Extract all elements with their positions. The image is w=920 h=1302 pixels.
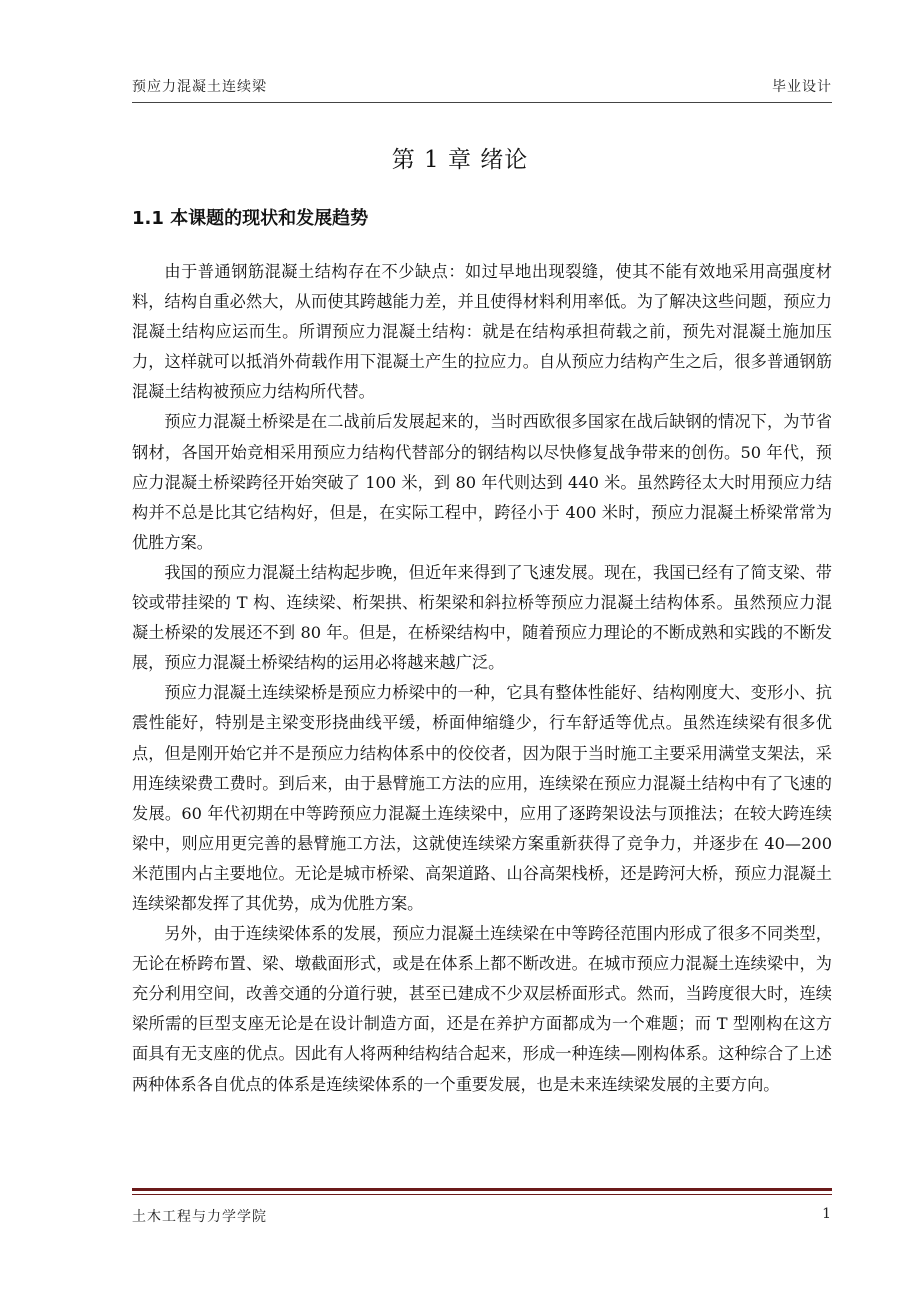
footer-divider-thin <box>132 1194 832 1195</box>
paragraph: 由于普通钢筋混凝土结构存在不少缺点：如过早地出现裂缝，使其不能有效地采用高强度材料，结构自重必然大，从而使其跨越能力差，并且使得材料利用率低。为了解决这些问题，预应力混凝土结构应运而生。所谓预应力混凝土结构：就是在结构承担荷载之前，预先对混凝土施加压力，这样就可以抵消外荷载作用下混凝土产生的拉应力。自从预应力结构产生之后，很多普通钢筋混凝土结构被预应力结构所代替。 <box>132 262 832 402</box>
header-document-title: 预应力混凝土连续梁 <box>132 79 267 95</box>
body-text <box>132 257 832 1100</box>
paragraph: 预应力混凝土连续梁桥是预应力桥梁中的一种，它具有整体性能好、结构刚度大、变形小、抗震性能好，特别是主梁变形挠曲线平缓，桥面伸缩缝少，行车舒适等优点。虽然连续梁有很多优点，但是刚开始它并不是预应力结构体系中的佼佼者，因为限于当时施工主要采用满堂支架法，采用连续梁费工费时。到后来，由于悬臂施工方法的应用，连续梁在预应力混凝土结构中有了飞速的发展。60 年代初期在中等跨预应力混凝土连续梁中，应用了逐跨架设法与顶推法；在较大跨连续梁中，则应用更完善的悬臂施工方法，这就使连续梁方案重新获得了竞争力，并逐步在 40—200 米范围内占主要地位。无论是城市桥梁、高架道路、山谷高架栈桥，还是跨河大桥，预应力混凝土连续梁都发挥了其优势，成为优胜方案。 <box>132 683 832 913</box>
header-divider <box>132 102 832 103</box>
chapter-title: 第 1 章 绪论 <box>391 147 529 173</box>
paragraph: 我国的预应力混凝土结构起步晚，但近年来得到了飞速发展。现在，我国已经有了简支梁、带铰或带挂梁的 T 构、连续梁、桁架拱、桁架梁和斜拉桥等预应力混凝土结构体系。虽然预应力混凝土桥梁的发展还不到 80 年。但是，在桥梁结构中，随着预应力理论的不断成熟和实践的不断发展，预应力混凝土桥梁结构的运用必将越来越广泛。 <box>132 562 832 673</box>
header-document-type: 毕业设计 <box>772 79 832 95</box>
paragraph: 预应力混凝土桥梁是在二战前后发展起来的，当时西欧很多国家在战后缺钢的情况下，为节省钢材，各国开始竞相采用预应力结构代替部分的钢结构以尽快修复战争带来的创伤。50 年代，预应力混凝土桥梁跨径开始突破了 100 米，到 80 年代则达到 440 米。虽然跨径太大时用预应力结构并不总是比其它结构好，但是，在实际工程中，跨径小于 400 米时，预应力混凝土桥梁常常为优胜方案。 <box>132 412 832 552</box>
section-title: 1.1 本课题的现状和发展趋势 <box>132 208 369 229</box>
footer-school-name: 土木工程与力学学院 <box>132 1209 267 1225</box>
page-number: 1 <box>822 1206 832 1222</box>
paragraph: 另外，由于连续梁体系的发展，预应力混凝土连续梁在中等跨径范围内形成了很多不同类型，无论在桥跨布置、梁、墩截面形式，或是在体系上都不断改进。在城市预应力混凝土连续梁中，为充分利用空间，改善交通的分道行驶，甚至已建成不少双层桥面形式。然而，当跨度很大时，连续梁所需的巨型支座无论是在设计制造方面，还是在养护方面都成为一个难题；而 T 型刚构在这方面具有无支座的优点。因此有人将两种结构结合起来，形成一种连续—刚构体系。这种综合了上述两种体系各自优点的体系是连续梁体系的一个重要发展，也是未来连续梁发展的主要方向。 <box>132 924 832 1094</box>
page-header <box>132 76 832 96</box>
footer-divider-thick <box>132 1188 832 1191</box>
page-footer <box>132 1206 832 1226</box>
